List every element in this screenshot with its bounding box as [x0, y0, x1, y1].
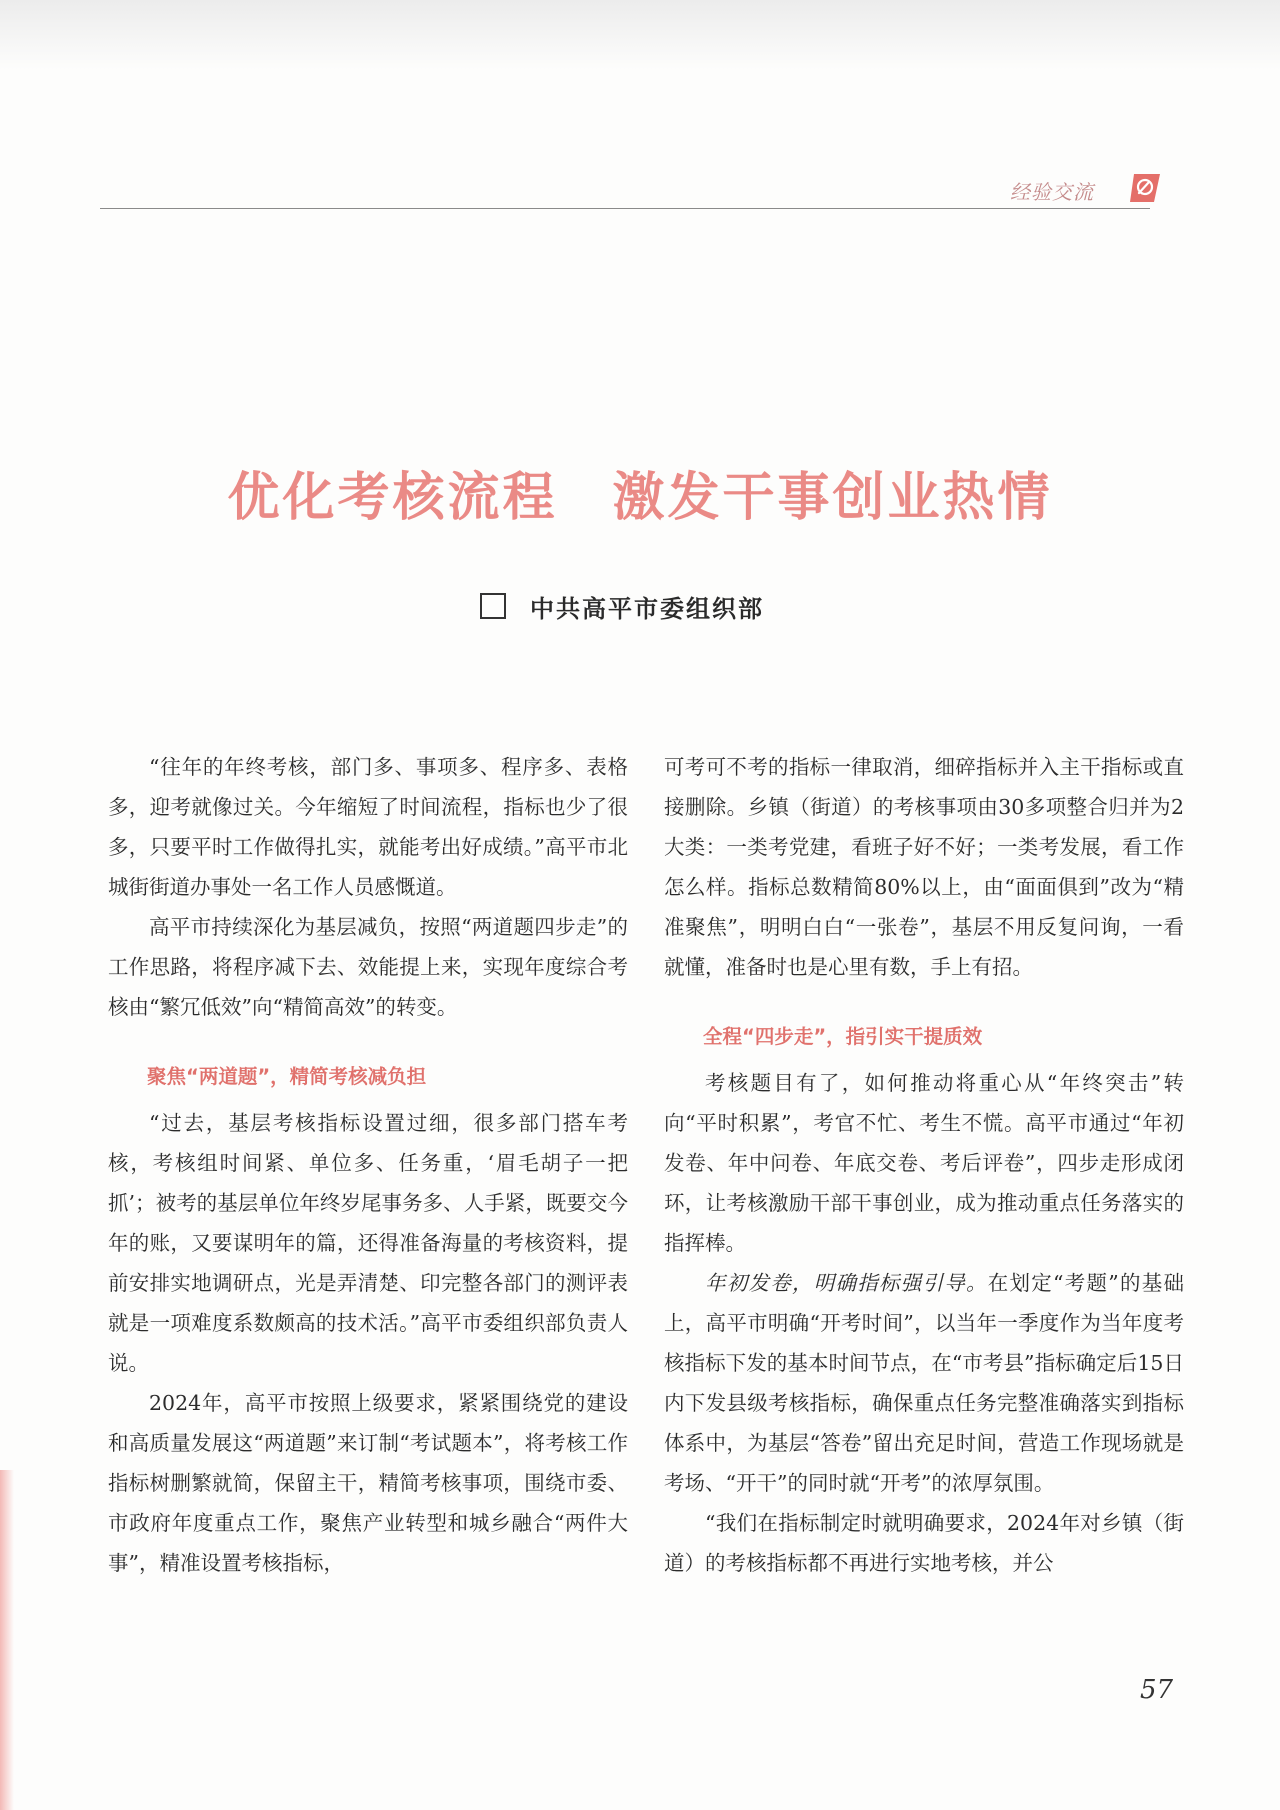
- section-heading: 聚焦“两道题”，精简考核减负担: [147, 1065, 427, 1088]
- scan-edge-shadow: [0, 0, 1280, 70]
- article-title: 优化考核流程 激发干事创业热情: [227, 467, 1053, 528]
- header-rule: [100, 208, 1150, 209]
- paragraph: [664, 1263, 1184, 1503]
- paragraph: “往年的年终考核，部门多、事项多、程序多、表格多，迎考就像过关。今年缩短了时间流程，指标也少了很多，只要平时工作做得扎实，就能考出好成绩。”高平市北城街街道办事处一名工作人员感慨道。: [108, 755, 628, 899]
- paragraph-lead-in: 年初发卷，明确指标强引导。: [705, 1271, 988, 1295]
- left-column: [108, 747, 628, 1583]
- paragraph: “过去，基层考核指标设置过细，很多部门搭车考核，考核组时间紧、单位多、任务重，‘眉毛胡子一把抓’；被考的基层单位年终岁尾事务多、人手紧，既要交今年的账，又要谋明年的篇，还得准备海量的考核资料，提前安排实地调研点，光是弄清楚、印完整各部门的测评表就是一项难度系数颇高的技术活。”高平市委组织部负责人说。: [108, 1111, 628, 1375]
- paragraph: 2024年，高平市按照上级要求，紧紧围绕党的建设和高质量发展这“两道题”来订制“考试题本”，将考核工作指标树删繁就简，保留主干，精简考核事项，围绕市委、市政府年度重点工作，聚焦产业转型和城乡融合“两件大事”，精准设置考核指标，: [108, 1391, 628, 1575]
- paragraph: 考核题目有了，如何推动将重心从“年终突击”转向“平时积累”，考官不忙、考生不慌。高平市通过“年初发卷、年中问卷、年底交卷、考后评卷”，四步走形成闭环，让考核激励干部干事创业，成为推动重点任务落实的指挥棒。: [664, 1071, 1184, 1255]
- paragraph: “我们在指标制定时就明确要求，2024年对乡镇（街道）的考核指标都不再进行实地考核，并公: [664, 1511, 1184, 1575]
- page-number: 57: [1140, 1675, 1174, 1705]
- scan-edge-tint: [0, 1470, 14, 1810]
- right-column: [664, 747, 1184, 1583]
- party-emblem-icon: [1128, 170, 1164, 206]
- byline-author: 中共高平市委组织部: [530, 594, 764, 623]
- paragraph-body: 在划定“考题”的基础上，高平市明确“开考时间”，以当年一季度作为当年度考核指标下发的基本时间节点，在“市考县”指标确定后15日内下发县级考核指标，确保重点任务完整准确落实到指标体系中，为基层“答卷”留出充足时间，营造工作现场就是考场、“开干”的同时就“开考”的浓厚氛围。: [664, 1271, 1185, 1495]
- byline: [480, 586, 764, 626]
- section-tag: 经验交流: [1010, 180, 1094, 204]
- paragraph: 高平市持续深化为基层减负，按照“两道题四步走”的工作思路，将程序减下去、效能提上来，实现年度综合考核由“繁冗低效”向“精简高效”的转变。: [108, 915, 628, 1019]
- section-heading: 全程“四步走”，指引实干提质效: [703, 1025, 983, 1048]
- paragraph-continued: 可考可不考的指标一律取消，细碎指标并入主干指标或直接删除。乡镇（街道）的考核事项由30多项整合归并为2大类：一类考党建，看班子好不好；一类考发展，看工作怎么样。指标总数精简80%以上，由“面面俱到”改为“精准聚焦”，明明白白“一张卷”，基层不用反复问询，一看就懂，准备时也是心里有数，手上有招。: [664, 755, 1184, 979]
- byline-box-icon: [480, 593, 506, 619]
